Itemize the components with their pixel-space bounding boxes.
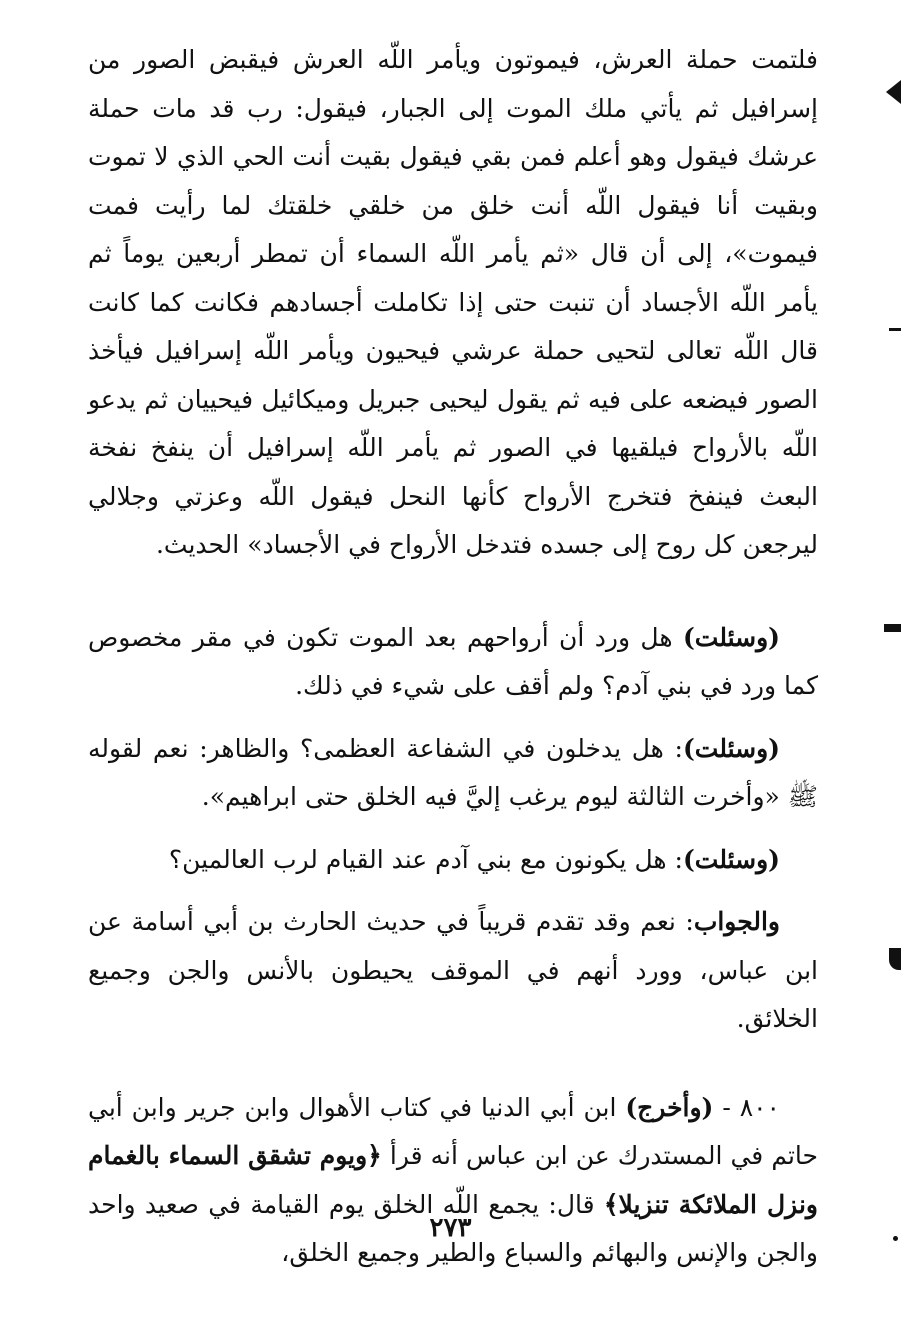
bold-keyword: ﴿ويوم تشقق السماء بالغمام ونزل الملائكة تنزيلا﴾ — [88, 1141, 818, 1219]
text-run: فلتمت حملة العرش، فيموتون ويأمر اللّه العرش فيقبض الصور من إسرافيل ثم يأتي ملك الموت إلى الجبار، فيقول: رب قد مات حملة عرشك فيقول وهو أعلم فمن بقي فيقول بقيت أنت الحي الذي لا تموت وبقيت أنا فيقول اللّه أنت خلق من خلقي خلقتك لما رأيت فمت فيموت»، إلى أن قال «ثم يأمر اللّه السماء أن تمطر أربعين يوماً ثم يأمر اللّه الأجساد أن تنبت حتى إذا تكاملت أجسادهم فكانت كما كانت قال اللّه تعالى لتحيى حملة عرشي فيحيون ويأمر اللّه إسرافيل فيأخذ الصور فيضعه على فيه ثم يقول ليحيى جبريل وميكائيل فيحييان ثم يدعو اللّه بالأرواح فيلقيها في الصور ثم يأمر اللّه إسرافيل أن ينفخ نفخة البعث فينفخ فتخرج الأرواح كأنها النحل فيقول اللّه وعزتي وجلالي ليرجعن كل روح إلى جسده فتدخل الأرواح في الأجساد» الحديث. — [88, 45, 818, 559]
paragraph-hadith-continuation — [88, 36, 818, 570]
text-run: ابن أبي الدنيا في كتاب الأهوال وابن جرير وابن أبي حاتم في المستدرك عن ابن عباس أنه قرأ — [88, 1092, 818, 1170]
paragraph-answer — [88, 898, 818, 1044]
paragraph-question-1 — [88, 614, 818, 711]
bold-keyword: (وأخرج) — [625, 1092, 714, 1122]
paragraph-question-2 — [88, 725, 818, 822]
scan-edge-mark — [893, 1236, 898, 1241]
scan-edge-mark — [886, 80, 901, 104]
text-run: : هل يدخلون في الشفاعة العظمى؟ والظاهر: نعم لقوله ﷺ «وأخرت الثالثة ليوم يرغب إليَّ فيه الخلق حتى ابراهيم». — [88, 733, 818, 811]
page-number: ٢٧٣ — [429, 1213, 472, 1243]
bold-keyword: (وسئلت) — [682, 844, 780, 874]
text-run: : هل يكونون مع بني آدم عند القيام لرب العالمين؟ — [168, 844, 683, 874]
scan-edge-mark — [889, 948, 901, 970]
bold-keyword: (وسئلت) — [682, 733, 780, 763]
paragraph-narration-800 — [88, 1084, 818, 1278]
text-run: هل ورد أن أرواحهم بعد الموت تكون في مقر مخصوص كما ورد في بني آدم؟ ولم أقف على شيء في ذلك. — [88, 622, 818, 700]
text-run: ٨٠٠ - — [713, 1092, 780, 1122]
bold-keyword: والجواب — [693, 907, 780, 936]
paragraph-question-3 — [88, 836, 818, 885]
scan-edge-mark — [889, 328, 901, 331]
scan-edge-mark — [884, 624, 901, 632]
text-run: : نعم وقد تقدم قريباً في حديث الحارث بن أبي أسامة عن ابن عباس، وورد أنهم في الموقف يحيطون بالأنس والجن وجميع الخلائق. — [88, 907, 818, 1033]
bold-keyword: (وسئلت) — [682, 622, 780, 652]
page-body — [88, 36, 818, 1278]
text-run: قال: يجمع اللّه الخلق يوم القيامة في صعيد واحد والجن والإنس والبهائم والسباع والطير وجميع الخلق، — [88, 1189, 818, 1267]
